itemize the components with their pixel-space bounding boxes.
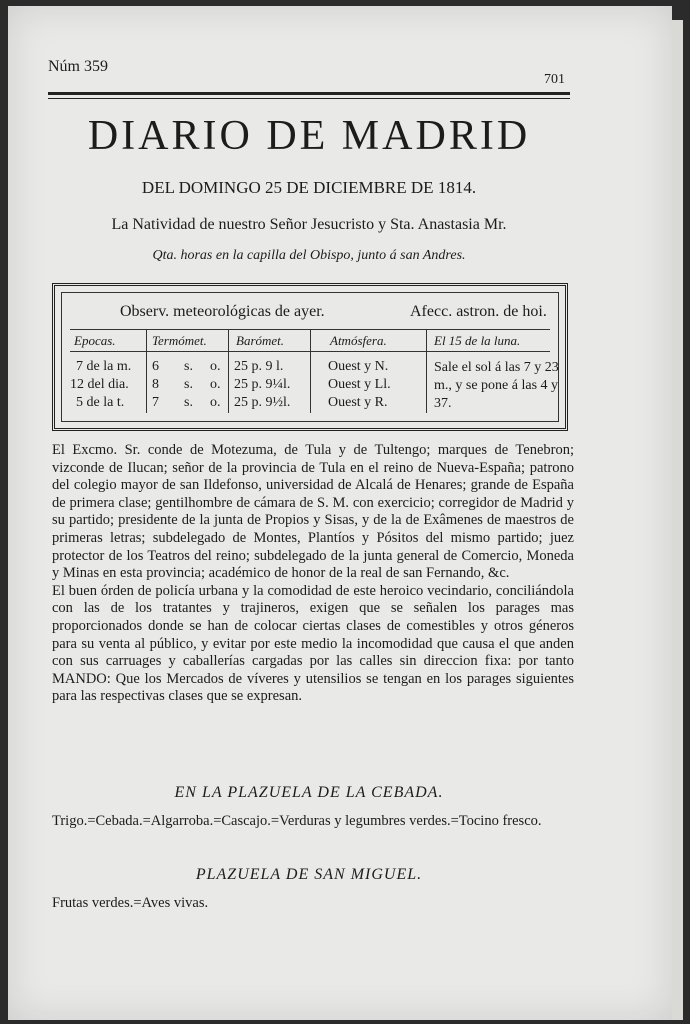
- newspaper-title: DIARIO DE MADRID: [87, 113, 531, 159]
- section-heading-san-miguel: PLAZUELA DE SAN MIGUEL.: [195, 866, 423, 883]
- row-epoca: 12 del dia.: [70, 377, 129, 392]
- row-atmosfera: Ouest y N.: [328, 359, 389, 374]
- header-rule-thin: [48, 98, 570, 99]
- row-termo-num: 7: [152, 395, 159, 410]
- body-text: [52, 442, 574, 706]
- col-header-barometro: Barómet.: [236, 333, 285, 348]
- issue-number: Núm 359: [48, 58, 108, 75]
- header-rule-thick: [48, 92, 570, 95]
- row-atmosfera: Ouest y R.: [328, 395, 388, 410]
- obs-title: Observ. meteorológicas de ayer.: [120, 303, 325, 320]
- row-epoca: 5 de la t.: [76, 395, 125, 410]
- hours-line: Qta. horas en la capilla del Obispo, junto á san Andres.: [152, 248, 466, 263]
- weather-table-inner: [61, 292, 559, 422]
- row-epoca: 7 de la m.: [76, 359, 132, 374]
- row-barometro: 25 p. 9 l.: [234, 359, 284, 374]
- col-header-termometro: Termómet.: [152, 333, 207, 348]
- paragraph-decree-order: El buen órden de policía urbana y la comodidad de este heroico vecindario, conciliándola con las de los tratantes y trajineros, exigen que se señalen los parages mas proporcionados donde se han de colocar ciertas clases de comestibles y otros géneros para su venta al público, y evitar por este medio la incomodidad que causa el que anden con sus carruages y caballerías cargadas por las calles sin direccion fixa: por tanto MANDO: Que los Mercados de víveres y utensilios se tengan en los parages siguientes para las respectivas clases que se expresan.: [52, 582, 574, 705]
- page-number: 701: [544, 72, 565, 87]
- weather-table: [52, 283, 568, 431]
- row-termo-o: o.: [210, 395, 221, 410]
- row-atmosfera: Ouest y Ll.: [328, 377, 391, 392]
- saint-line: La Natividad de nuestro Señor Jesucristo y Sta. Anastasia Mr.: [111, 216, 507, 233]
- row-termo-s: s.: [184, 395, 193, 410]
- column-divider: [228, 329, 229, 413]
- row-termo-num: 8: [152, 377, 159, 392]
- column-divider: [426, 329, 427, 413]
- row-barometro: 25 p. 9½l.: [234, 395, 291, 410]
- row-termo-s: s.: [184, 359, 193, 374]
- row-termo-s: s.: [184, 377, 193, 392]
- row-barometro: 25 p. 9¼l.: [234, 377, 291, 392]
- row-termo-o: o.: [210, 377, 221, 392]
- astro-text: Sale el sol á las 7 y 23 m., y se pone á las 4 y 37.: [434, 360, 559, 411]
- newspaper-page: [8, 6, 672, 1020]
- col-header-atmosfera: Atmósfera.: [330, 333, 387, 348]
- row-termo-o: o.: [210, 359, 221, 374]
- col-header-luna: El 15 de la luna.: [434, 333, 521, 348]
- column-divider: [146, 329, 147, 413]
- issue-date: DEL DOMINGO 25 DE DICIEMBRE DE 1814.: [141, 178, 477, 197]
- column-divider: [310, 329, 311, 413]
- row-termo-num: 6: [152, 359, 159, 374]
- paragraph-decree-intro: El Excmo. Sr. conde de Motezuma, de Tula y de Tultengo; marques de Tenebron; vizconde de Ilucan; señor de la provincia de Tula en el reino de Nueva-España; patrono del colegio mayor de san Ildefonso, universidad de Alcalá de Henares; grande de España de primera clase; gentilhombre de cámara de S. M. con exercicio; corregidor de Madrid y su partido; presidente de la junta de Propios y Sisas, y de la de Exâmenes de maestros de primeras letras; subdelegado de Montes, Plantíos y Pósitos del mismo partido; juez protector de los Teatros del reino; subdelegado de la junta general de Comercio, Moneda y Minas en esta provincia; académico de honor de la real de san Fernando, &c.: [52, 442, 574, 582]
- section-heading-cebada: EN LA PLAZUELA DE LA CEBADA.: [174, 784, 444, 801]
- astro-title: Afecc. astron. de hoi.: [410, 303, 547, 320]
- list-cebada: Trigo.=Cebada.=Algarroba.=Cascajo.=Verduras y legumbres verdes.=Tocino fresco.: [52, 813, 542, 829]
- col-header-epocas: Epocas.: [74, 333, 116, 348]
- list-san-miguel: Frutas verdes.=Aves vivas.: [52, 895, 209, 911]
